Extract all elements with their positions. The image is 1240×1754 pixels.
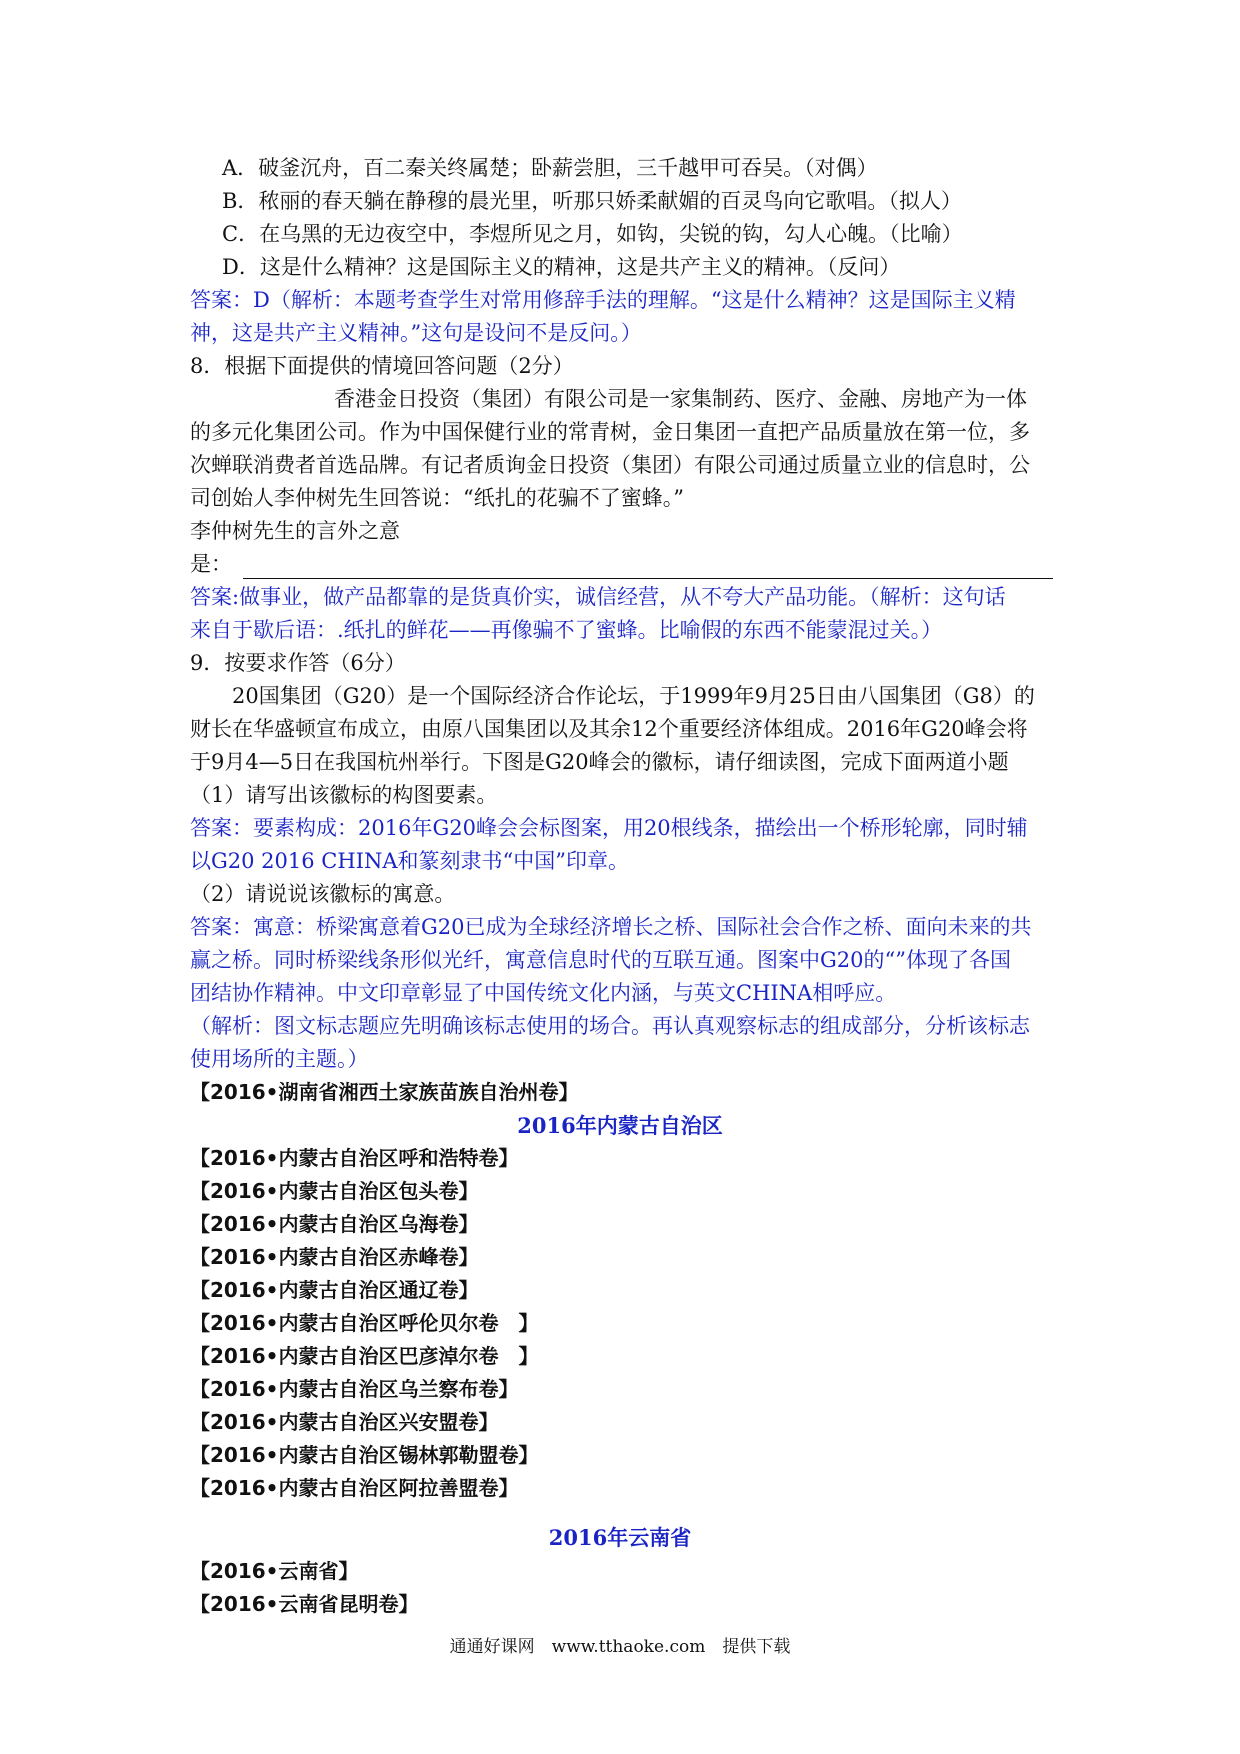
option-c: C．在乌黑的无边夜空中，李煜所见之月，如钩，尖锐的钩，勾人心魄。（比喻） [222,222,963,246]
q8-prompt-line-2: 是： [190,552,232,576]
section-heading-yunnan: 【2016•云南省】 [190,1559,359,1583]
q9-answer-2-line-5: 使用场所的主题。） [190,1047,369,1071]
section-heading-xilinguolemeng: 【2016•内蒙古自治区锡林郭勒盟卷】 [190,1443,539,1467]
section-heading-hulunbeier: 【2016•内蒙古自治区呼伦贝尔卷 】 [190,1311,539,1335]
q8-prompt-line-1: 李仲树先生的言外之意 [190,519,400,543]
q7-answer-line-1: 答案：D（解析：本题考查学生对常用修辞手法的理解。“这是什么精神？这是国际主义精 [190,288,1016,312]
q9-paragraph-line-3: 于9月4—5日在我国杭州举行。下图是G20峰会的徽标，请仔细读图，完成下面两道小题 [190,750,1009,774]
q8-answer-line-2: 来自于歇后语：.纸扎的鲜花——再像骗不了蜜蜂。比喻假的东西不能蒙混过关。） [190,618,943,642]
section-heading-hunan: 【2016•湖南省湘西土家族苗族自治州卷】 [190,1080,579,1104]
section-heading-huhehaote: 【2016•内蒙古自治区呼和浩特卷】 [190,1146,519,1170]
q9-answer-1-line-2: 以G20 2016 CHINA和篆刻隶书“中国”印章。 [190,849,629,873]
q8-paragraph-line-2: 的多元化集团公司。作为中国保健行业的常青树，金日集团一直把产品质量放在第一位，多 [190,420,1030,444]
q8-answer-line-1: 答案:做事业，做产品都靠的是货真价实，诚信经营，从不夸大产品功能。（解析：这句话 [190,585,1006,609]
option-a: A．破釜沉舟，百二秦关终属楚；卧薪尝胆，三千越甲可吞吴。（对偶） [222,156,878,180]
answer-blank-line [243,578,1053,579]
section-heading-wuhai: 【2016•内蒙古自治区乌海卷】 [190,1212,479,1236]
q8-title: 8．根据下面提供的情境回答问题（2分） [190,354,574,378]
q7-answer-line-2: 神，这是共产主义精神。”这句是设问不是反问。） [190,321,642,345]
option-d: D．这是什么精神？这是国际主义的精神，这是共产主义的精神。（反问） [222,255,901,279]
section-heading-chifeng: 【2016•内蒙古自治区赤峰卷】 [190,1245,479,1269]
section-heading-xinganmeng: 【2016•内蒙古自治区兴安盟卷】 [190,1410,499,1434]
q9-answer-1-line-1: 答案：要素构成：2016年G20峰会会标图案，用20根线条，描绘出一个桥形轮廓，同时辅 [190,816,1028,840]
q9-paragraph-line-2: 财长在华盛顿宣布成立，由原八国集团以及其余12个重要经济体组成。2016年G20峰会将 [190,717,1028,741]
region-title-yunnan: 2016年云南省 [548,1525,692,1550]
section-heading-alashanmeng: 【2016•内蒙古自治区阿拉善盟卷】 [190,1476,519,1500]
q9-subquestion-2: （2）请说说该徽标的寓意。 [190,882,456,906]
page-footer: 通通好课网 www.tthaoke.com 提供下载 [449,1637,791,1657]
q9-paragraph-line-1: 20国集团（G20）是一个国际经济合作论坛，于1999年9月25日由八国集团（G8）的 [232,684,1035,708]
section-heading-baotou: 【2016•内蒙古自治区包头卷】 [190,1179,479,1203]
section-heading-tongliao: 【2016•内蒙古自治区通辽卷】 [190,1278,479,1302]
section-heading-kunming: 【2016•云南省昆明卷】 [190,1592,419,1616]
section-heading-wulanchabu: 【2016•内蒙古自治区乌兰察布卷】 [190,1377,519,1401]
q9-answer-2-line-2: 赢之桥。同时桥梁线条形似光纤，寓意信息时代的互联互通。图案中G20的“”体现了各国 [190,948,1011,972]
q8-paragraph-line-4: 司创始人李仲树先生回答说：“纸扎的花骗不了蜜蜂。” [190,486,684,510]
q9-subquestion-1: （1）请写出该徽标的构图要素。 [190,783,498,807]
section-heading-bayannaoer: 【2016•内蒙古自治区巴彦淖尔卷 】 [190,1344,539,1368]
q9-answer-2-line-3: 团结协作精神。中文印章彰显了中国传统文化内涵，与英文CHINA相呼应。 [190,981,897,1005]
q9-answer-2-line-4: （解析：图文标志题应先明确该标志使用的场合。再认真观察标志的组成部分，分析该标志 [190,1014,1030,1038]
q9-title: 9．按要求作答（6分） [190,651,406,675]
q8-paragraph-line-1: 香港金日投资（集团）有限公司是一家集制药、医疗、金融、房地产为一体 [334,387,1027,411]
region-title-neimenggu: 2016年内蒙古自治区 [517,1113,723,1138]
q8-paragraph-line-3: 次蝉联消费者首选品牌。有记者质询金日投资（集团）有限公司通过质量立业的信息时，公 [190,453,1030,477]
option-b: B．秾丽的春天躺在静穆的晨光里，听那只娇柔献媚的百灵鸟向它歌唱。（拟人） [222,189,962,213]
q9-answer-2-line-1: 答案：寓意：桥梁寓意着G20已成为全球经济增长之桥、国际社会合作之桥、面向未来的共 [190,915,1032,939]
